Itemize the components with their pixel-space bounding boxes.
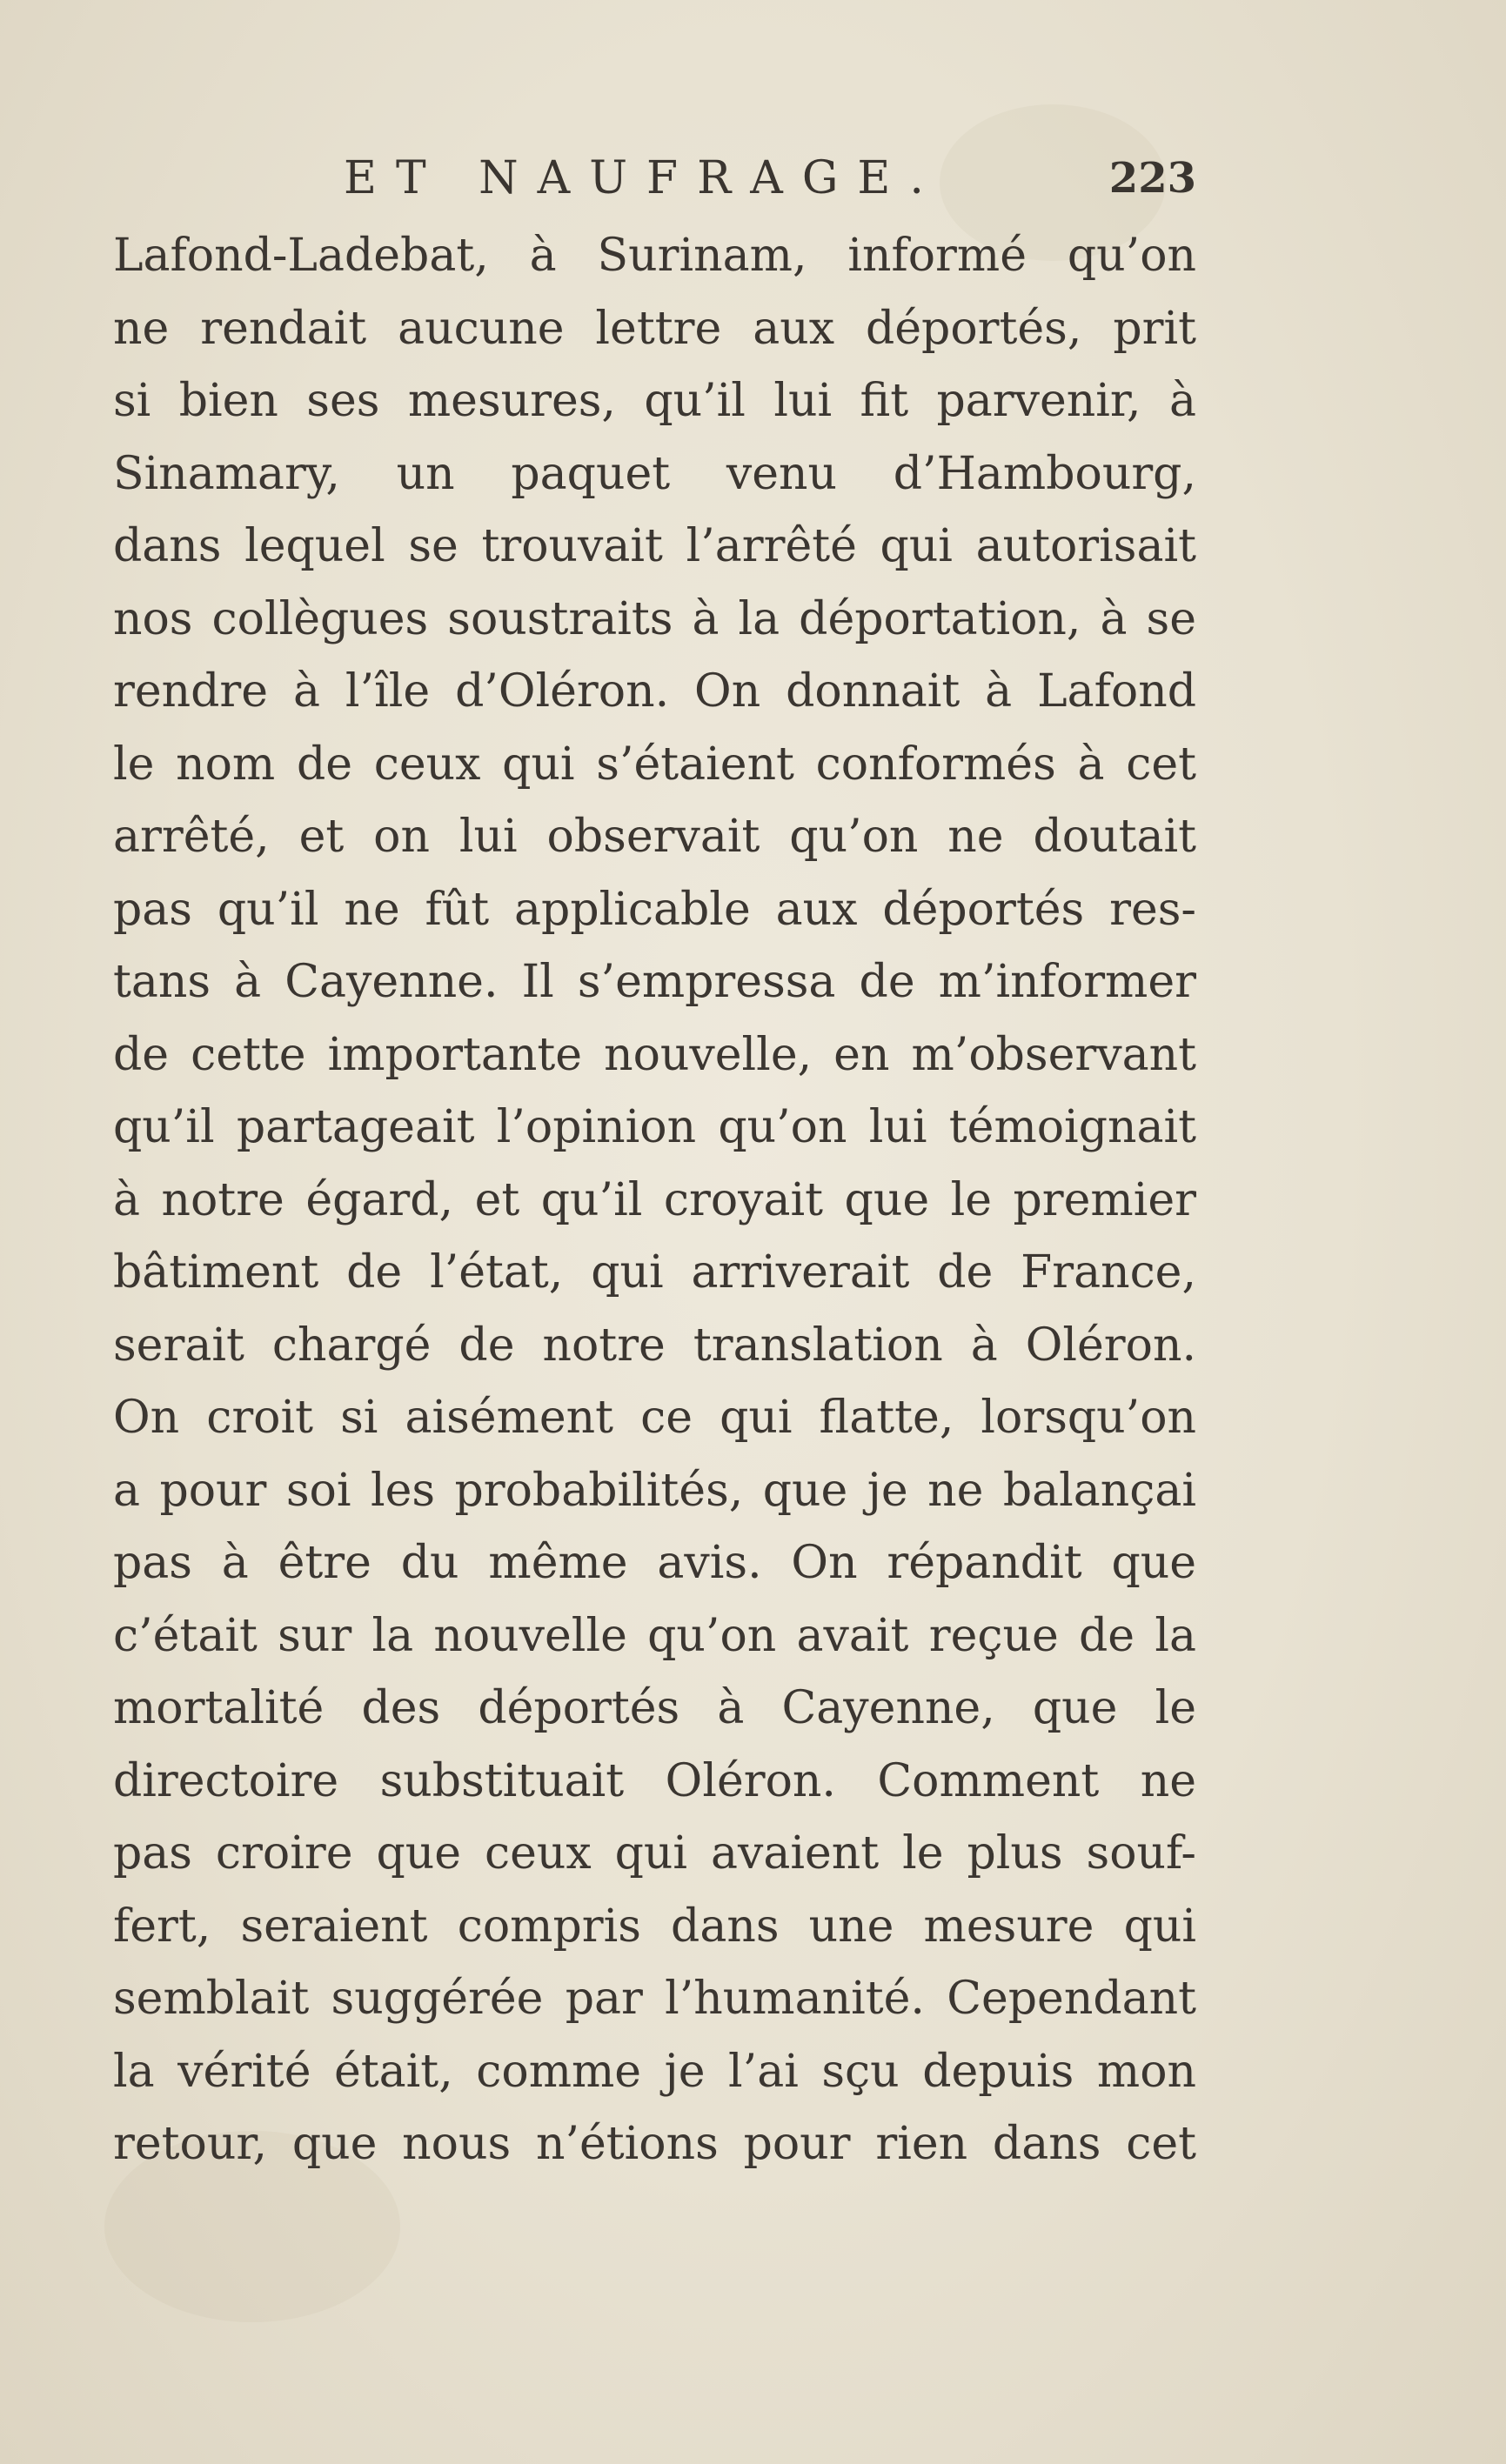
running-title: ET NAUFRAGE. — [344, 152, 943, 204]
text-line: de cette importante nouvelle, en m’observant — [113, 1028, 1196, 1081]
text-line: a pour soi les probabilités, que je ne balançai — [113, 1464, 1196, 1517]
text-line: dans lequel se trouvait l’arrêté qui autorisait — [113, 520, 1196, 572]
text-line: c’était sur la nouvelle qu’on avait reçue de la — [113, 1609, 1196, 1662]
text-line: si bien ses mesures, qu’il lui fit parvenir, à — [113, 375, 1196, 427]
text-line: pas croire que ceux qui avaient le plus souf- — [113, 1827, 1196, 1880]
text-line: retour, que nous n’étions pour rien dans cet — [113, 2118, 1196, 2170]
running-head — [113, 148, 1196, 209]
text-line: Sinamary, un paquet venu d’Hambourg, — [113, 447, 1196, 500]
text-line: ne rendait aucune lettre aux déportés, prit — [113, 302, 1196, 355]
text-line: semblait suggérée par l’humanité. Cependant — [113, 1973, 1196, 2025]
text-line: serait chargé de notre translation à Oléron. — [113, 1319, 1196, 1372]
text-line: pas à être du même avis. On répandit que — [113, 1537, 1196, 1589]
text-line: On croit si aisément ce qui flatte, lorsqu’on — [113, 1392, 1196, 1444]
text-line: rendre à l’île d’Oléron. On donnait à Lafond — [113, 665, 1196, 718]
text-line: fert, seraient compris dans une mesure qui — [113, 1900, 1196, 1953]
text-line: qu’il partageait l’opinion qu’on lui témoignait — [113, 1101, 1196, 1153]
text-line: nos collègues soustraits à la déportation, à se — [113, 592, 1196, 645]
text-line: arrêté, et on lui observait qu’on ne doutait — [113, 811, 1196, 863]
text-line: directoire substituait Oléron. Comment ne — [113, 1754, 1196, 1807]
text-line: Lafond-Ladebat, à Surinam, informé qu’on — [113, 230, 1196, 282]
text-line: à notre égard, et qu’il croyait que le premier — [113, 1173, 1196, 1226]
body-text — [113, 220, 1196, 2181]
text-line: bâtiment de l’état, qui arriverait de France, — [113, 1246, 1196, 1299]
text-line: tans à Cayenne. Il s’empressa de m’informer — [113, 956, 1196, 1008]
text-line: le nom de ceux qui s’étaient conformés à cet — [113, 738, 1196, 791]
text-line: pas qu’il ne fût applicable aux déportés res- — [113, 883, 1196, 936]
page-number: 223 — [1108, 154, 1196, 203]
text-line: la vérité était, comme je l’ai sçu depuis mon — [113, 2045, 1196, 2098]
text-line: mortalité des déportés à Cayenne, que le — [113, 1682, 1196, 1734]
